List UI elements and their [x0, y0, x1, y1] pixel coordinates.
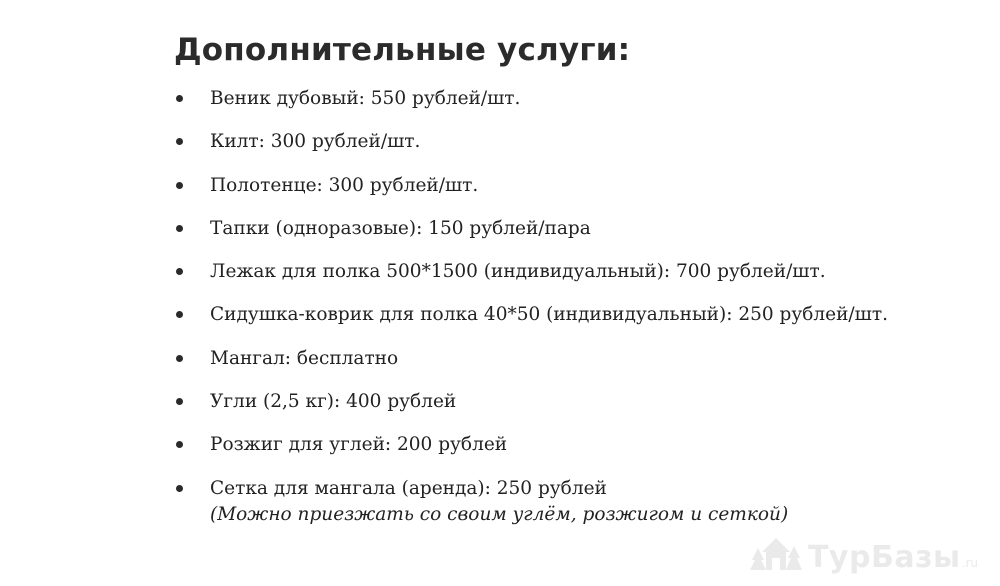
list-item [174, 346, 954, 389]
list-item-text: Сетка для мангала (аренда): 250 рублей [210, 477, 607, 499]
list-item-text: Лежак для полка 500*1500 (индивидуальный): 700 рублей/шт. [210, 261, 826, 283]
list-item [174, 389, 954, 432]
list-item-text: Веник дубовый: 550 рублей/шт. [210, 88, 521, 109]
watermark-name: ТурБазы [807, 540, 961, 575]
bullet-icon [176, 95, 183, 102]
list-item-text: Килт: 300 рублей/шт. [210, 131, 421, 153]
page-title: Дополнительные услуги: [174, 32, 631, 68]
list-item-text: Тапки (одноразовые): 150 рублей/пара [210, 217, 591, 239]
list-item-text: Полотенце: 300 рублей/шт. [210, 174, 479, 196]
list-item-text: Сидушка-коврик для полка 40*50 (индивидуальный): 250 рублей/шт. [210, 304, 888, 326]
services-list [174, 86, 954, 528]
list-item [174, 476, 954, 528]
list-item [174, 173, 954, 216]
list-item [174, 86, 954, 129]
bullet-icon [176, 268, 183, 275]
list-item [174, 302, 954, 345]
bullet-icon [176, 138, 183, 145]
bullet-icon [176, 225, 183, 232]
list-item [174, 259, 954, 302]
bullet-icon [176, 311, 183, 318]
list-item-text: Розжиг для углей: 200 рублей [210, 434, 508, 456]
list-item-note: (Можно приезжать со своим углём, розжигом и сеткой) [210, 503, 789, 525]
list-item [174, 129, 954, 172]
watermark-suffix: .ru [961, 556, 978, 570]
services-section [174, 30, 954, 528]
bullet-icon [176, 398, 183, 405]
bullet-icon [176, 355, 183, 362]
bullet-icon [176, 182, 183, 189]
list-item [174, 216, 954, 259]
bullet-icon [176, 441, 183, 448]
bullet-icon [176, 485, 183, 492]
list-item [174, 432, 954, 475]
house-trees-logo-icon [750, 534, 802, 574]
watermark [750, 534, 978, 574]
list-item-text: Угли (2,5 кг): 400 рублей [210, 391, 457, 413]
list-item-text: Мангал: бесплатно [210, 347, 399, 369]
